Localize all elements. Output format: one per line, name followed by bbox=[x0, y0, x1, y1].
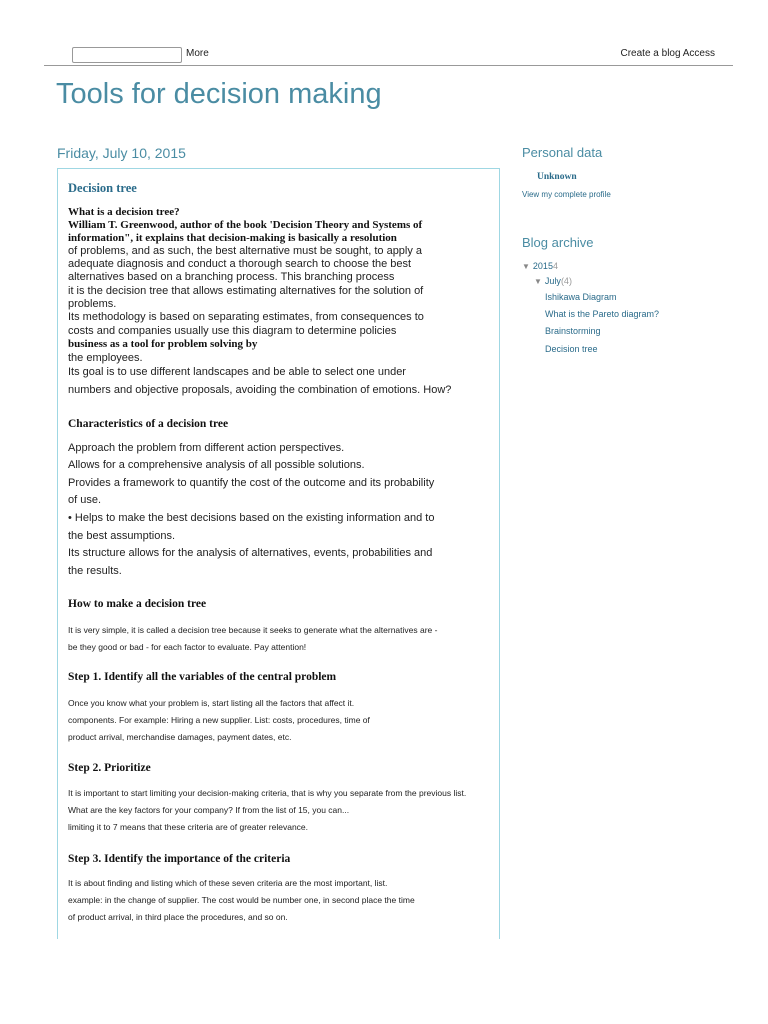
blog-title[interactable]: Tools for decision making bbox=[56, 78, 382, 110]
heading-step-3: Step 3. Identify the importance of the criteria bbox=[68, 853, 291, 865]
characteristic-line: Provides a framework to quantify the cost of the outcome and its probability bbox=[68, 477, 435, 489]
step2-line: It is important to start limiting your decision-making criteria, that is why you separate from the previous list. bbox=[68, 788, 467, 798]
characteristic-line: the best assumptions. bbox=[68, 530, 176, 542]
characteristic-line: Its structure allows for the analysis of alternatives, events, probabilities and bbox=[68, 547, 433, 559]
navbar bbox=[44, 42, 733, 66]
intro-line: alternatives based on a branching process. This branching process bbox=[68, 271, 395, 283]
profile-link[interactable]: View my complete profile bbox=[522, 190, 611, 199]
step3-line: It is about finding and listing which of these seven criteria are the most important, list. bbox=[68, 878, 388, 888]
create-blog-access-link[interactable]: Create a blog Access bbox=[620, 48, 715, 59]
archive-year[interactable] bbox=[522, 261, 558, 271]
characteristic-line: the results. bbox=[68, 565, 122, 577]
archive-post-link[interactable]: Ishikawa Diagram bbox=[545, 292, 617, 302]
characteristic-line: • Helps to make the best decisions based on the existing information and to bbox=[68, 512, 435, 524]
heading-step-2: Step 2. Prioritize bbox=[68, 762, 151, 774]
step2-line: limiting it to 7 means that these criteria are of greater relevance. bbox=[68, 822, 309, 832]
intro-bold-line: business as a tool for problem solving by bbox=[68, 338, 258, 350]
post bbox=[57, 168, 500, 939]
blog-archive-heading: Blog archive bbox=[522, 235, 594, 250]
archive-month-count: (4) bbox=[560, 276, 572, 286]
archive-post-link[interactable]: Decision tree bbox=[545, 344, 598, 354]
how-line: be they good or bad - for each factor to evaluate. Pay attention! bbox=[68, 642, 307, 652]
archive-month[interactable] bbox=[534, 276, 572, 286]
characteristic-line: Allows for a comprehensive analysis of all possible solutions. bbox=[68, 459, 365, 471]
archive-post-link[interactable]: Brainstorming bbox=[545, 326, 601, 336]
intro-line: numbers and objective proposals, avoiding the combination of emotions. How? bbox=[68, 384, 452, 396]
personal-data-heading: Personal data bbox=[522, 145, 603, 160]
step2-line: What are the key factors for your company? If from the list of 15, you can... bbox=[68, 805, 350, 815]
intro-question: What is a decision tree? bbox=[68, 206, 180, 218]
more-link[interactable]: More bbox=[186, 48, 209, 59]
heading-step-1: Step 1. Identify all the variables of the central problem bbox=[68, 671, 337, 683]
post-title[interactable]: Decision tree bbox=[68, 181, 137, 195]
step3-line: of product arrival, in third place the procedures, and so on. bbox=[68, 912, 288, 922]
heading-characteristics: Characteristics of a decision tree bbox=[68, 418, 229, 430]
archive-post-link[interactable]: What is the Pareto diagram? bbox=[545, 309, 660, 319]
intro-line: Its methodology is based on separating estimates, from consequences to bbox=[68, 311, 424, 323]
intro-line: Its goal is to use different landscapes and be able to select one under bbox=[68, 366, 406, 378]
date-header: Friday, July 10, 2015 bbox=[57, 145, 186, 161]
archive-year-count: 4 bbox=[552, 261, 558, 271]
characteristic-line: Approach the problem from different action perspectives. bbox=[68, 442, 345, 454]
archive-month-label[interactable]: July bbox=[544, 276, 561, 286]
step1-line: Once you know what your problem is, start listing all the factors that affect it. bbox=[68, 698, 355, 708]
intro-bold-line: William T. Greenwood, author of the book 'Decision Theory and Systems of bbox=[68, 219, 423, 231]
intro-line: the employees. bbox=[68, 352, 143, 364]
intro-line: it is the decision tree that allows estimating alternatives for the solution of bbox=[68, 285, 424, 297]
characteristic-line: of use. bbox=[68, 494, 102, 506]
collapse-triangle-icon[interactable]: ▼ bbox=[522, 262, 530, 271]
search-input[interactable] bbox=[72, 47, 182, 63]
collapse-triangle-icon[interactable]: ▼ bbox=[534, 277, 542, 286]
step1-line: product arrival, merchandise damages, payment dates, etc. bbox=[68, 732, 292, 742]
intro-line: adequate diagnosis and conduct a thorough search to choose the best bbox=[68, 258, 412, 270]
how-line: It is very simple, it is called a decision tree because it seeks to generate what the alternatives are - bbox=[68, 625, 438, 635]
profile-name[interactable]: Unknown bbox=[537, 172, 577, 182]
intro-bold-line: information", it explains that decision-making is basically a resolution bbox=[68, 232, 397, 244]
archive-year-label[interactable]: 2015 bbox=[532, 261, 553, 271]
step1-line: components. For example: Hiring a new supplier. List: costs, procedures, time of bbox=[68, 715, 370, 725]
intro-line: costs and companies usually use this diagram to determine policies bbox=[68, 325, 397, 337]
heading-how: How to make a decision tree bbox=[68, 598, 207, 610]
intro-line: problems. bbox=[68, 298, 117, 310]
step3-line: example: in the change of supplier. The cost would be number one, in second place the time bbox=[68, 895, 415, 905]
intro-line: of problems, and as such, the best alternative must be sought, to apply a bbox=[68, 245, 423, 257]
